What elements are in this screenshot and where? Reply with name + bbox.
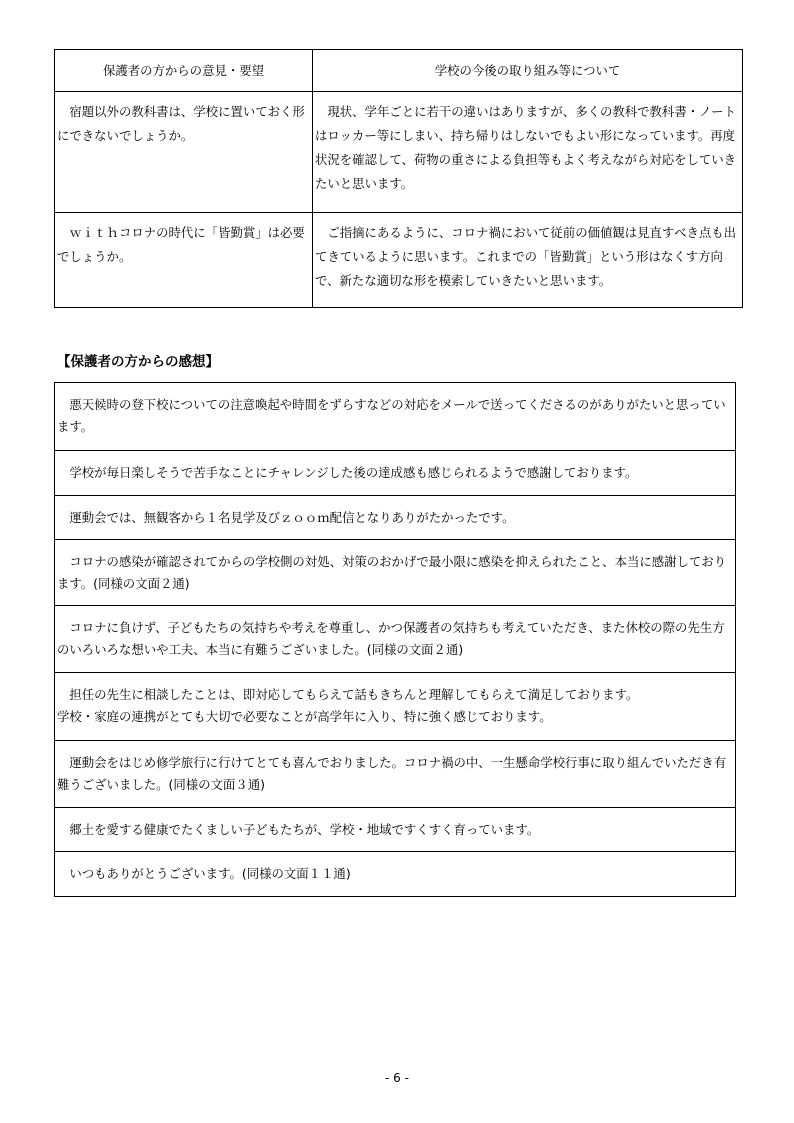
section-title: 【保護者の方からの感想】 — [57, 354, 219, 370]
table-row — [55, 92, 743, 213]
header-opinions: 保護者の方からの意見・要望 — [55, 50, 313, 92]
impression-item — [55, 496, 735, 540]
response-cell: 現状、学年ごとに若干の違いはありますが、多くの教科で教科書・ノートはロッカー等にしまい、持ち帰りはしないでもよい形になっています。再度状況を確認して、荷物の重さによる負担等もよく考えながら対応をしていきたいと思います。 — [313, 92, 743, 213]
impression-item — [55, 451, 735, 496]
opinion-response-table — [54, 49, 743, 308]
impression-item — [55, 741, 735, 808]
impression-text: コロナの感染が確認されてからの学校側の対処、対策のおかげで最小限に感染を抑えられたこと、本当に感謝しております。(同様の文面２通) — [57, 554, 727, 591]
header-school-response: 学校の今後の取り組み等について — [313, 50, 743, 92]
impression-item — [55, 606, 735, 673]
impression-item — [55, 852, 735, 897]
impression-text: 学校が毎日楽しそうで苦手なことにチャレンジした後の達成感も感じられるようで感謝しております。 — [57, 465, 638, 480]
impression-text: 運動会をはじめ修学旅行に行けてとても喜んでおりました。コロナ禍の中、一生懸命学校行事に取り組んでいただき有難うございました。(同様の文面３通) — [57, 755, 727, 792]
impression-item — [55, 540, 735, 606]
impressions-box — [54, 382, 736, 897]
impression-item — [55, 808, 735, 852]
opinion-cell: ｗｉｔｈコロナの時代に「皆勤賞」は必要でしょうか。 — [55, 213, 313, 308]
impression-text: 学校・家庭の連携がとても大切で必要なことが高学年に入り、特に強く感じております。 — [57, 709, 552, 724]
opinion-cell: 宿題以外の教科書は、学校に置いておく形にできないでしょうか。 — [55, 92, 313, 213]
impression-text: いつもありがとうございます。(同様の文面１１通) — [57, 866, 351, 881]
table-row — [55, 213, 743, 308]
table-header-row — [55, 50, 743, 92]
impression-text: 運動会では、無観客から１名見学及びｚｏｏｍ配信となりありがたかったです。 — [57, 510, 515, 525]
impression-item — [55, 383, 735, 451]
impression-item — [55, 673, 735, 741]
impression-text: コロナに負けず、子どもたちの気持ちや考えを尊重し、かつ保護者の気持ちも考えていただき、また休校の際の先生方のいろいろな想いや工夫、本当に有難うございました。(同様の文面２通) — [57, 620, 725, 657]
impression-text: 郷土を愛する健康でたくましい子どもたちが、学校・地域ですくすく育っています。 — [57, 822, 540, 837]
impression-text: 担任の先生に相談したことは、即対応してもらえて話もきちんと理解してもらえて満足しております。 — [57, 687, 639, 702]
impression-text: 悪天候時の登下校についての注意喚起や時間をずらすなどの対応をメールで送ってくださるのがありがたいと思っています。 — [57, 397, 726, 434]
response-cell: ご指摘にあるように、コロナ禍において従前の価値観は見直すべき点も出てきているように思います。これまでの「皆勤賞」という形はなくす方向で、新たな適切な形を模索していきたいと思います。 — [313, 213, 743, 308]
page-number: - 6 - — [385, 1071, 409, 1085]
